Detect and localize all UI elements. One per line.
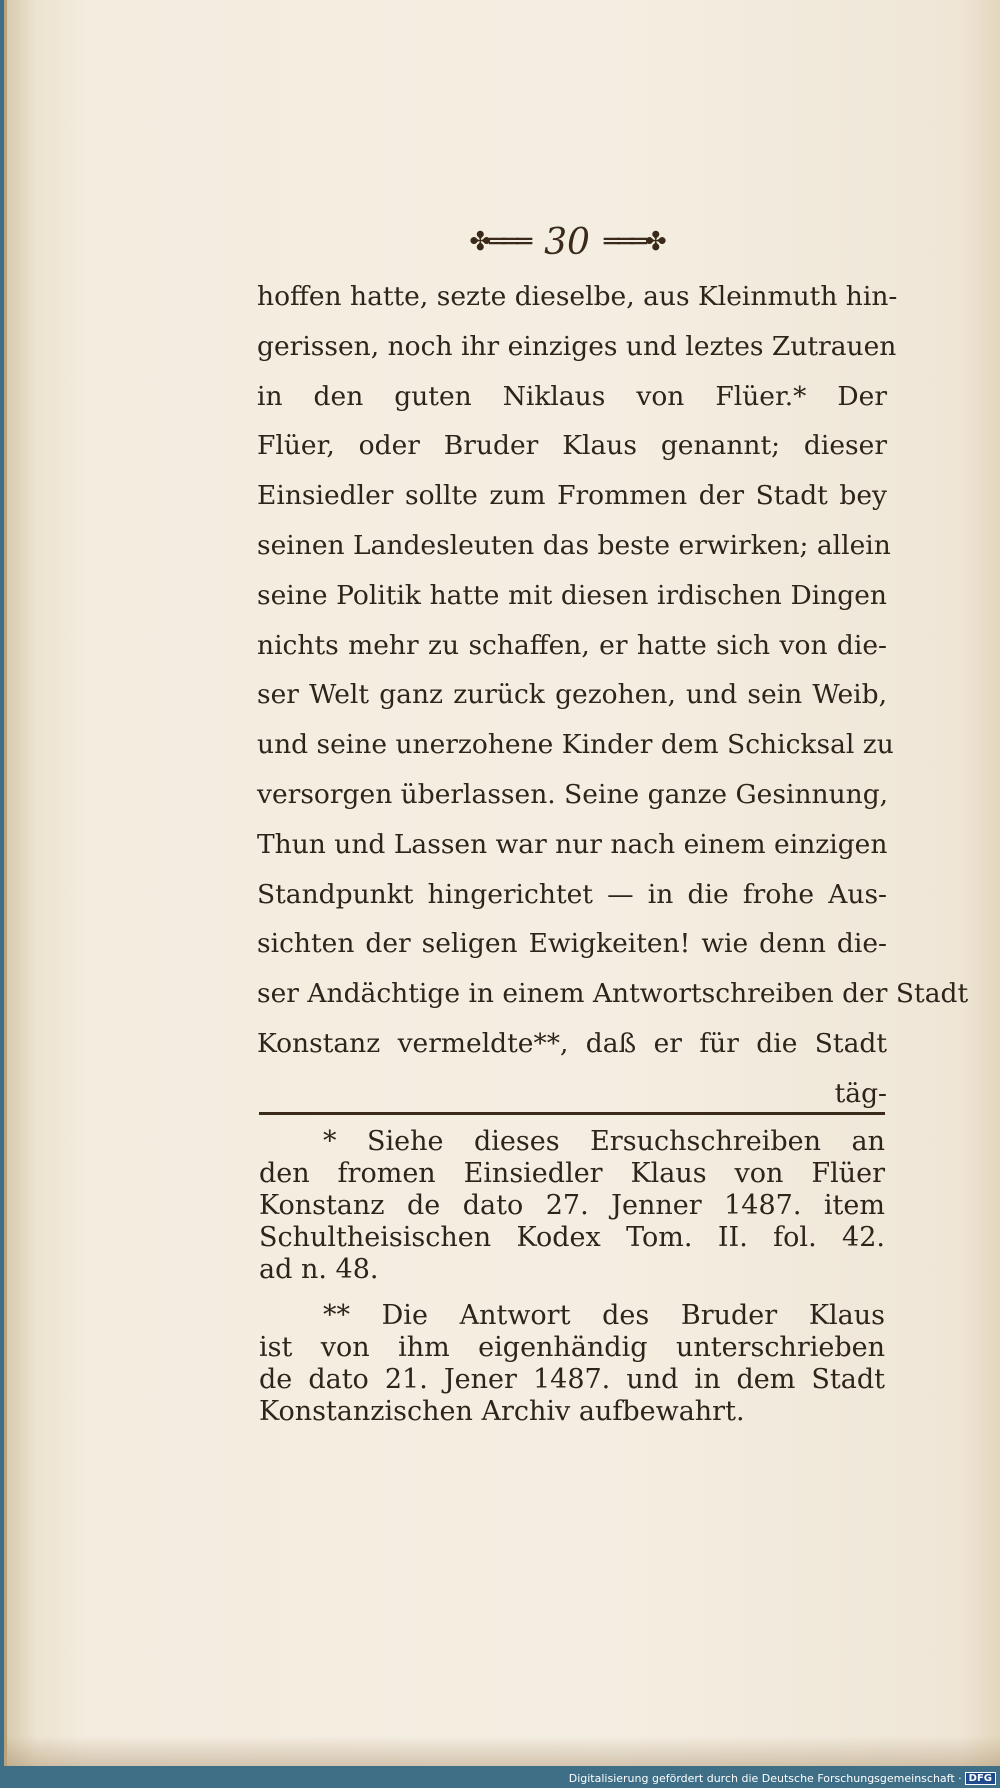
body-line: ser Welt ganz zurück gezohen, und sein Weib, [257,679,887,711]
footnote-line: ist von ihm eigenhändig unterschrieben [259,1332,885,1363]
footnote-2 [259,1300,885,1428]
body-line: versorgen überlassen. Seine ganze Gesinnung, [257,778,889,810]
body-line: Konstanz vermeldte**, daß er für die Stadt [257,1027,887,1059]
body-line: Thun und Lassen war nur nach einem einzigen [257,828,888,860]
body-line: seinen Landesleuten das beste erwirken; allein [257,529,891,561]
digitization-credit [569,1772,996,1785]
body-line: seine Politik hatte mit diesen irdischen Dingen [257,579,887,611]
body-text [257,272,969,1119]
footnote-1 [259,1126,885,1286]
body-line: nichts mehr zu schaffen, er hatte sich von die- [257,629,887,661]
body-line: Flüer, oder Bruder Klaus genannt; dieser [257,430,887,462]
footnote-line: Konstanz de dato 27. Jenner 1487. item [259,1190,885,1221]
footnote-line: Schultheisischen Kodex Tom. II. fol. 42. [259,1222,885,1253]
book-page [4,0,1000,1766]
credit-text: Digitalisierung gefördert durch die Deutsche Forschungsgemeinschaft · [568,1772,962,1785]
body-line: in den guten Niklaus von Flüer.* Der [257,380,887,412]
footnotes [259,1126,885,1442]
body-line: sichten der seligen Ewigkeiten! wie denn die- [257,928,887,960]
footnote-line: * Siehe dieses Ersuchschreiben an [323,1126,885,1157]
catchword: täg- [834,1077,887,1109]
footnote-line: Konstanzischen Archiv aufbewahrt. [259,1396,745,1427]
dfg-logo: DFG [965,1772,996,1785]
page-header [427,222,707,262]
footnote-line: de dato 21. Jener 1487. und in dem Stadt [259,1364,885,1395]
ornament-left-icon: ✤═══ [469,227,531,257]
footnote-line: ** Die Antwort des Bruder Klaus [323,1300,885,1331]
body-line: hoffen hatte, sezte dieselbe, aus Kleinmuth hin- [257,281,898,312]
body-line: und seine unerzohene Kinder dem Schicksal zu [257,729,894,761]
body-line: Einsiedler sollte zum Frommen der Stadt bey [257,480,887,512]
footnote-separator [259,1112,885,1115]
footnote-line: ad n. 48. [259,1254,379,1285]
body-line: Standpunkt hingerichtet — in die frohe Aus- [257,878,887,910]
body-line: gerissen, noch ihr einziges und leztes Zutrauen [257,330,897,362]
page-number: 30 [544,221,590,263]
footnote-line: den fromen Einsiedler Klaus von Flüer [259,1158,885,1189]
ornament-right-icon: ═══✤ [603,227,665,257]
body-line: ser Andächtige in einem Antwortschreiben der Stadt [257,978,969,1010]
